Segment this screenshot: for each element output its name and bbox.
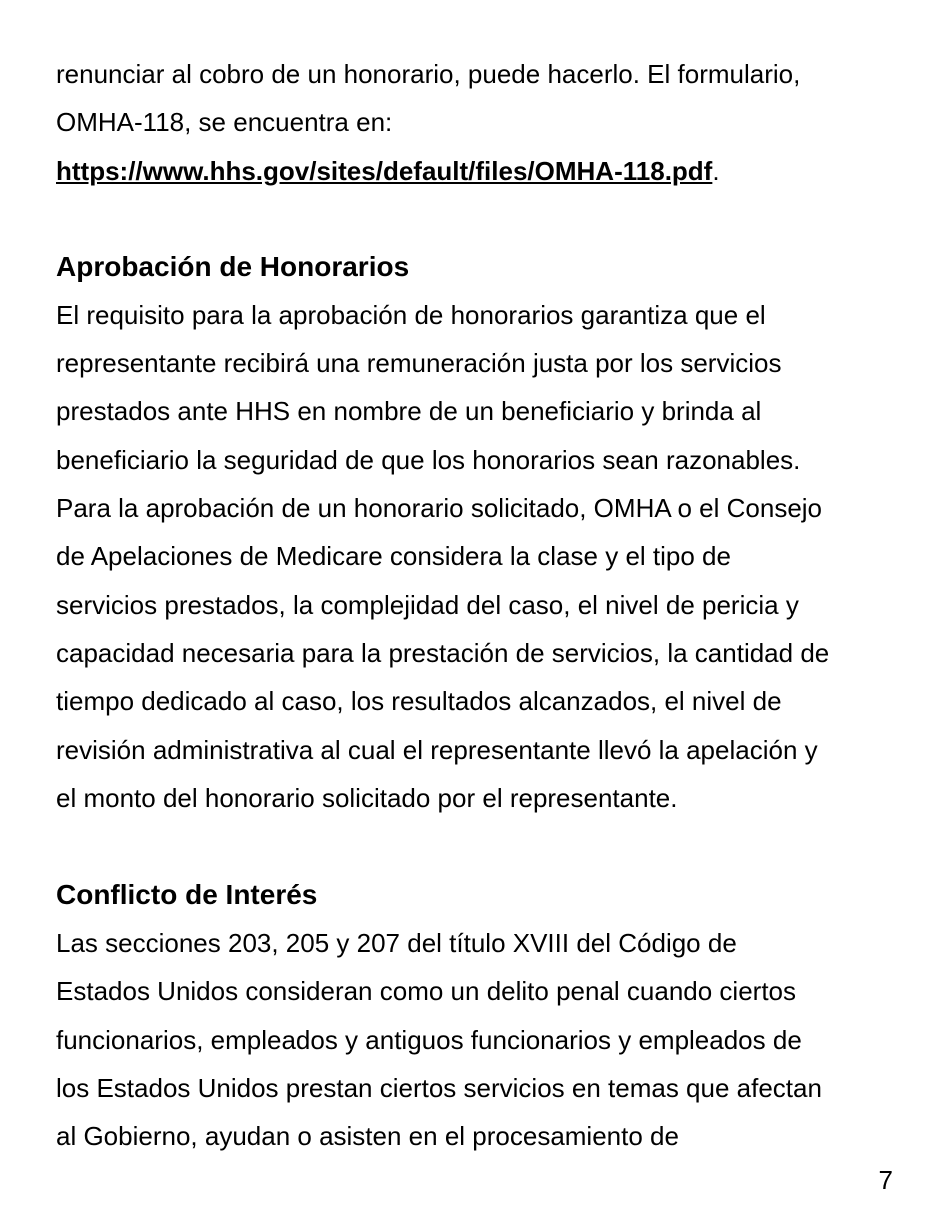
paragraph-line: representante recibirá una remuneración justa por los servicios (56, 348, 782, 379)
intro-line-2: OMHA-118, se encuentra en: (56, 107, 393, 138)
conflict-of-interest-paragraph (56, 919, 906, 1160)
omha-118-link[interactable]: https://www.hhs.gov/sites/default/files/OMHA-118.pdf (56, 155, 713, 186)
paragraph-line: prestados ante HHS en nombre de un beneficiario y brinda al (56, 396, 762, 427)
conflict-of-interest-heading: Conflicto de Interés (56, 879, 318, 911)
paragraph-line: servicios prestados, la complejidad del caso, el nivel de pericia y (56, 589, 799, 620)
paragraph-line: capacidad necesaria para la prestación de servicios, la cantidad de (56, 637, 830, 668)
paragraph-line: funcionarios, empleados y antiguos funcionarios y empleados de (56, 1024, 802, 1055)
link-period: . (712, 155, 720, 186)
intro-line-1: renunciar al cobro de un honorario, puede hacerlo. El formulario, (56, 59, 801, 89)
paragraph-line: Las secciones 203, 205 y 207 del título XVIII del Código de (56, 928, 737, 959)
paragraph-line: de Apelaciones de Medicare considera la clase y el tipo de (56, 541, 731, 572)
page-number: 7 (878, 1165, 893, 1195)
fee-approval-paragraph (56, 291, 906, 822)
paragraph-line: tiempo dedicado al caso, los resultados alcanzados, el nivel de (56, 686, 782, 717)
paragraph-line: Estados Unidos consideran como un delito penal cuando ciertos (56, 976, 797, 1007)
fee-approval-heading: Aprobación de Honorarios (56, 250, 410, 282)
paragraph-line: Para la aprobación de un honorario solicitado, OMHA o el Consejo (56, 493, 823, 524)
intro-link-line (56, 147, 906, 195)
paragraph-line: los Estados Unidos prestan ciertos servicios en temas que afectan (56, 1073, 822, 1104)
paragraph-line: beneficiario la seguridad de que los honorarios sean razonables. (56, 444, 801, 475)
paragraph-line: el monto del honorario solicitado por el representante. (56, 782, 678, 813)
paragraph-line: El requisito para la aprobación de honorarios garantiza que el (56, 299, 766, 330)
paragraph-line: al Gobierno, ayudan o asisten en el procesamiento de (56, 1121, 679, 1152)
document-page (56, 50, 906, 1161)
paragraph-line: revisión administrativa al cual el representante llevó la apelación y (56, 734, 818, 765)
